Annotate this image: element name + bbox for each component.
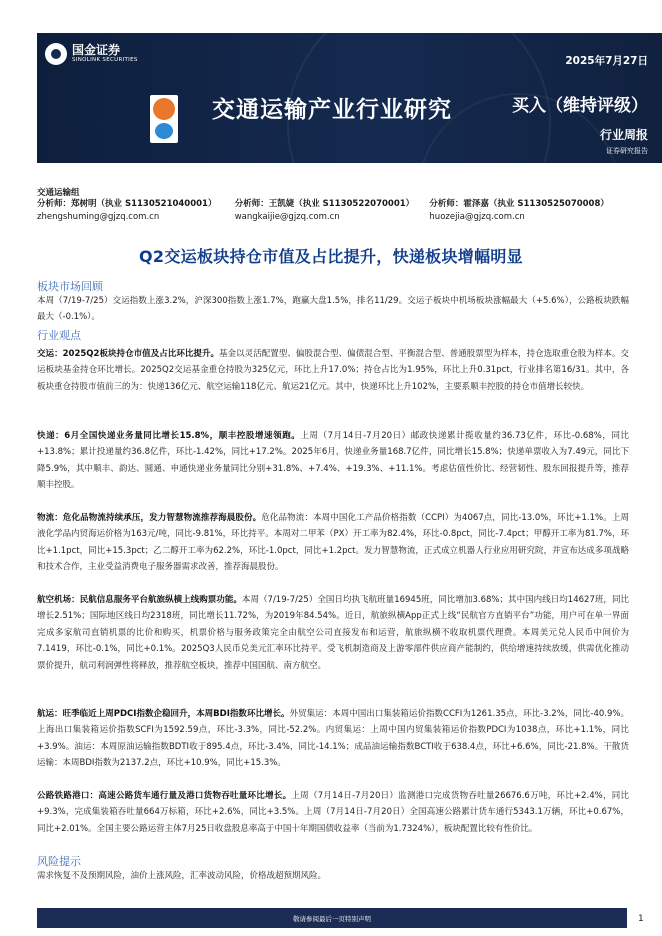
- paragraph-body: 外贸集运：本周中国出口集装箱运价指数CCFI为1261.35点，环比-3.2%，同比-40.9%。上海出口集装箱运价指数SCFI为1592.59点，环比-3.3%，同比-52.2%。内贸集运：上周中国内贸集装箱运价指数PDCI为1038点，环比+1.1%，同比+3.9%。油运：本周原油运输指数BDTI收于895.4点，环比-3.4%，同比-14.1%；成品油运输指数BCTI收于638.4点，环比+6.6%，同比-21.8%。干散货运输：本周BDI指数为2137.2点，环比+10.9%，同比+15.3%。: [37, 709, 629, 769]
- paragraph-body: 基金以灵活配置型、偏股混合型、偏债混合型、平衡混合型、普通股票型为样本，持仓选取重仓股为样本。交运板块基金持仓环比增长。2025Q2交运基金重仓持股为325亿元，环比上升17.0%；持仓占比为1.95%，环比上升0.31pct，行业排名第16/31。其中，各板块重仓持股市值前三的为：快递136亿元、航空运输118亿元、航运21亿元。其中，快递环比上升102%，主要系顺丰控股的持仓市值增长较快。: [37, 349, 629, 392]
- company-name-en: SINOLINK SECURITIES: [72, 57, 138, 63]
- analyst-email[interactable]: huozejia@gjzq.com.cn: [429, 212, 525, 222]
- report-subtitle: 证券研究报告: [606, 147, 648, 155]
- report-series-title: 交通运输产业行业研究: [212, 97, 452, 123]
- seal-icon: [150, 95, 178, 143]
- paragraph-lead: 航空机场：民航信息服务平台航旅纵横上线购票功能。: [37, 595, 242, 605]
- paragraph-body: 上周（7月14日-7月20日）邮政快递累计揽收量约36.73亿件，环比-0.68%，同比+13.8%；累计投递量约36.8亿件，环比-1.42%，同比+17.2%。2025年6月，快递业务量168.7亿件，同比增长15.8%；快递单票收入为7.49元，同比下降5.9%，其中顺丰、韵达、圆通、申通快递业务量同比分别+31.8%、+7.4%、+19.3%、+11.1%。考虑估值性价比、经营韧性、股东回报提升等，推荐顺丰控股。: [37, 431, 630, 491]
- paragraph-lead: 公路铁路港口：高速公路货车通行量及港口货物吞吐量环比增长。: [37, 791, 292, 801]
- page-number: 1: [638, 914, 644, 924]
- report-headline: Q2交运板块持仓市值及占比提升，快递板块增幅明显: [139, 247, 523, 266]
- paragraph-lead: 快递：6月全国快递业务量同比增长15.8%，顺丰控股增速领跑。: [37, 431, 301, 441]
- market-review-text: 本周（7/19-7/25）交运指数上涨3.2%，沪深300指数上涨1.7%，跑赢大盘1.5%，排名11/29。交运子板块中机场板块涨幅最大（+5.6%），公路板块跌幅最大（-0.1%）。: [37, 296, 629, 323]
- rating-badge: 买入（维持评级）: [512, 96, 648, 116]
- analyst-name: 分析师：王凯婕（执业 S1130522070001）: [234, 199, 415, 209]
- view-paragraph-express: [37, 428, 629, 494]
- section-heading-market-review: 板块市场回顾: [37, 280, 103, 293]
- view-paragraph-transport: [37, 346, 629, 395]
- view-paragraph-logistics: [37, 510, 629, 576]
- analyst-item: [37, 198, 235, 224]
- company-logo: [45, 43, 138, 65]
- analyst-name: 分析师：郑树明（执业 S1130521040001）: [37, 199, 217, 209]
- analyst-email[interactable]: wangkaijie@gjzq.com.cn: [234, 212, 340, 222]
- view-paragraph-road-rail-port: [37, 788, 629, 837]
- header-banner: [37, 33, 662, 163]
- paragraph-body: 上周（7月14日-7月20日）监测港口完成货物吞吐量26676.6万吨，环比+2.4%，同比+9.3%，完成集装箱吞吐量664万标箱，环比+2.6%，同比+3.5%。上周（7月14日-7月20日）全国高速公路累计货车通行5343.1万辆，环比+0.67%，同比+2.01%。全国主要公路运营主体7月25日收盘股息率高于中国十年期国债收益率（当前为1.7324%），板块配置比较有性价比。: [37, 791, 629, 834]
- paragraph-lead: 交运：2025Q2板块持仓市值及占比环比提升。: [37, 349, 220, 359]
- analyst-email[interactable]: zhengshuming@gjzq.com.cn: [37, 212, 160, 222]
- disclaimer-note[interactable]: 敬请参阅最后一页特别声明: [293, 915, 371, 923]
- risk-text: 需求恢复不及预期风险，油价上涨风险，汇率波动风险，价格战超预期风险。: [37, 871, 327, 881]
- section-heading-risk: 风险提示: [37, 855, 81, 868]
- analyst-list: [37, 198, 637, 224]
- paragraph-lead: 航运：旺季临近上周PDCI指数企稳回升，本周BDI指数环比增长。: [37, 709, 290, 719]
- section-heading-industry-view: 行业观点: [37, 329, 81, 342]
- logo-icon: [45, 43, 67, 65]
- analyst-item: [235, 198, 430, 224]
- view-paragraph-shipping: [37, 706, 629, 772]
- paragraph-body: 本周（7/19-7/25）全国日均执飞航班量16945班，同比增加3.68%；其中国内线日均14627班，同比增长2.51%；国际地区线日均2318班，同比增长11.72%，为2019年84.54%。近日，航旅纵横App正式上线“民航官方直销平台”功能，用户可在单一界面完成多家航司直销机票的比价和购买，机票价格与服务政策完全由航空公司直接发布和运营，航旅纵横不收取机票代理费。本周美元兑人民币中间价为7.1419，环比-0.1%，同比+0.1%。2025Q3人民币兑美元汇率环比持平。受飞机制造商及上游零部件供应商产能制约，供给增速持续放缓，供需优化推动票价提升，航司利润弹性将释放，推荐航空板块，推荐中国国航、南方航空。: [37, 595, 629, 671]
- analyst-item: [429, 198, 637, 224]
- report-date: 2025年7月27日: [565, 55, 648, 67]
- report-type: 行业周报: [599, 128, 648, 142]
- company-name: 国金证券: [72, 43, 121, 57]
- paragraph-body: 危化品物流：本周中国化工产品价格指数（CCPI）为4067点，同比-13.0%，环比+1.1%。上周液化学品内贸海运价格为163元/吨，同比-9.81%，环比持平。本周对二甲苯（PX）开工率为82.4%，环比-0.8pct，同比-7.4pct；甲醇开工率为81.7%，环比+1.1pct，同比+15.3pct；乙二醇开工率为62.2%，环比-1.0pct，同比+1.2pct。发力智慧物流，正式成立机器人行业应用研究院，并宣布达成多项战略和技术合作，主业受益消费电子服务器需求改善，推荐海晨股份。: [37, 513, 629, 573]
- footer-bar: [37, 908, 627, 928]
- paragraph-lead: 物流：危化品物流持续承压，发力智慧物流推荐海晨股份。: [37, 513, 262, 523]
- sector-group: 交通运输组: [37, 188, 80, 198]
- view-paragraph-aviation: [37, 592, 629, 674]
- analyst-name: 分析师：霍泽嘉（执业 S1130525070008）: [429, 199, 609, 209]
